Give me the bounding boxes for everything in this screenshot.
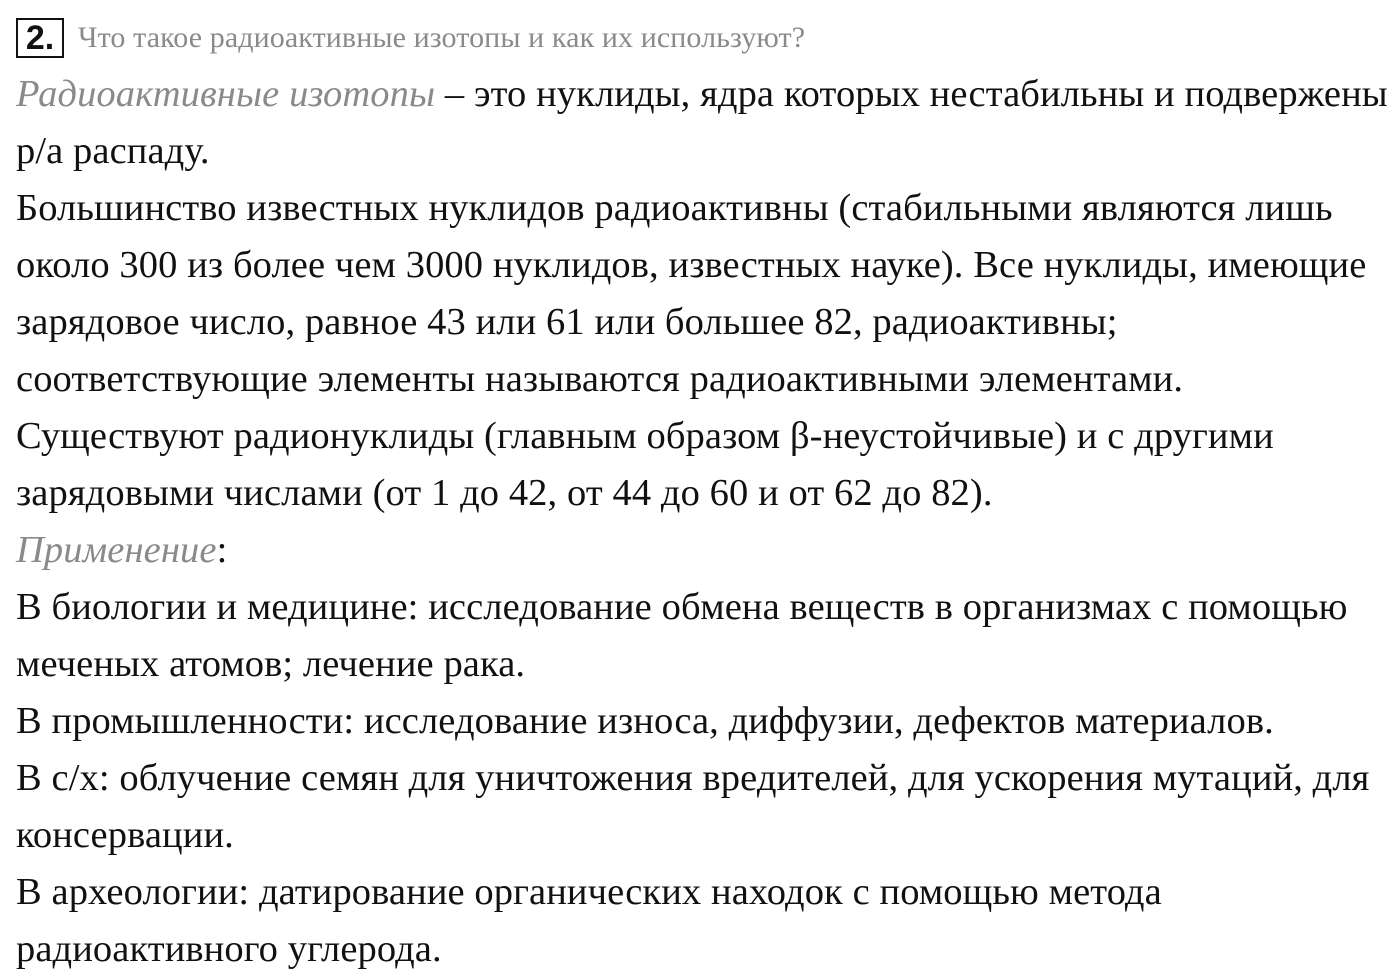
task-question: Что такое радиоактивные изотопы и как их используют? [78,21,806,54]
defined-term: Радиоактивные изотопы [16,73,436,115]
application-heading [16,522,1394,579]
paragraph-radioactive-nuclides: Большинство известных нуклидов радиоактивны (стабильными являются лишь около 300 из более чем 3000 нуклидов, известных науке). Все нуклиды, имеющие зарядовое число, равное 43 или 61 или большее 82, радиоактивны; соответствующие элементы называются радиоактивными элементами. [16,187,1367,400]
answer-body [16,66,1394,978]
task-number: 2. [16,18,64,58]
application-biology: В биологии и медицине: исследование обмена веществ в организмах с помощью меченых атомов; лечение рака. [16,586,1348,685]
application-industry: В промышленности: исследование износа, диффузии, дефектов материалов. [16,700,1274,742]
document-page [16,10,1394,978]
definition-paragraph [16,66,1394,180]
definition-text: – это нуклиды, ядра которых нестабильны и подвержены р/а распаду. [16,73,1388,172]
application-archaeology: В археологии: датирование органических находок с помощью метода радиоактивного углерода. [16,871,1162,970]
paragraph-radionuclides: Существуют радионуклиды (главным образом β-неустойчивые) и с другими зарядовыми числами (от 1 до 42, от 44 до 60 и от 62 до 82). [16,415,1274,514]
task-header [16,10,1394,66]
application-agriculture: В с/х: облучение семян для уничтожения вредителей, для ускорения мутаций, для консервации. [16,757,1370,856]
application-title: Применение [16,529,217,571]
application-colon: : [216,529,228,571]
